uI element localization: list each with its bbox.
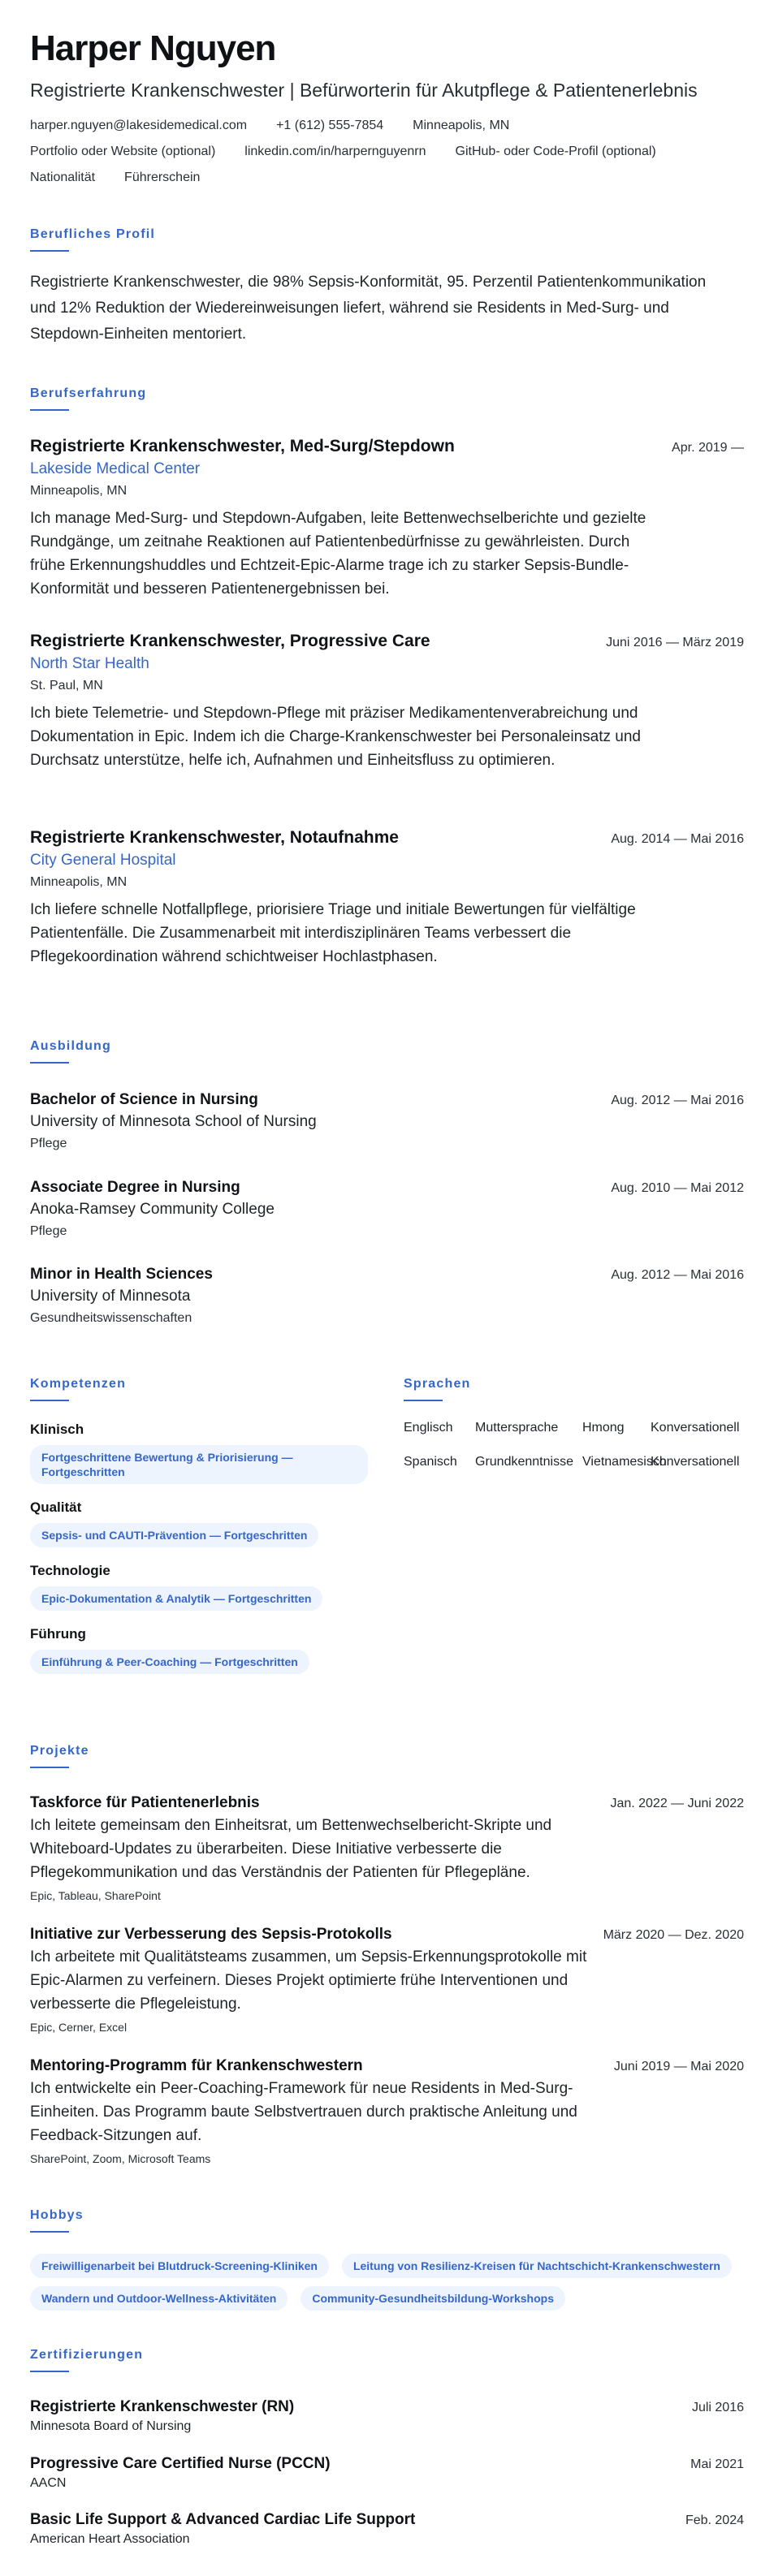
project-entry bbox=[30, 1924, 744, 2035]
section-title: Projekte bbox=[30, 1744, 89, 1758]
hobby-row bbox=[30, 2254, 761, 2278]
project-title: Initiative zur Verbesserung des Sepsis-Protokolls bbox=[30, 1926, 392, 1943]
certification-issuer: Minnesota Board of Nursing bbox=[30, 2419, 192, 2433]
candidate-name: Harper Nguyen bbox=[30, 28, 276, 68]
experience-section bbox=[30, 385, 744, 411]
job-location: Minneapolis, MN bbox=[30, 484, 128, 498]
section-divider bbox=[30, 409, 69, 411]
certification-entry bbox=[30, 2509, 744, 2548]
skill-category-name: Qualität bbox=[30, 1499, 82, 1515]
language-name: Vietnamesisch bbox=[582, 1455, 667, 1469]
section-title: Ausbildung bbox=[30, 1039, 111, 1053]
language-name: Spanisch bbox=[404, 1455, 457, 1469]
degree-title: Associate Degree in Nursing bbox=[30, 1179, 240, 1196]
language-name: Hmong bbox=[582, 1421, 625, 1435]
section-title: Zertifizierungen bbox=[30, 2348, 144, 2362]
education-date: Aug. 2012 — Mai 2016 bbox=[611, 1268, 744, 1282]
linkedin-link[interactable]: linkedin.com/in/harpernguyenrn bbox=[244, 145, 426, 158]
language-level: Konversationell bbox=[651, 1421, 740, 1435]
job-title: Registrierte Krankenschwester, Progressive Care bbox=[30, 632, 430, 650]
field-of-study: Pflege bbox=[30, 1224, 67, 1238]
project-title: Mentoring-Programm für Krankenschwestern bbox=[30, 2057, 363, 2074]
headline: Registrierte Krankenschwester | Befürworterin für Akutpflege & Patientenerlebnis bbox=[30, 80, 698, 101]
school-name: University of Minnesota School of Nursing bbox=[30, 1113, 317, 1130]
languages-section bbox=[404, 1375, 761, 1471]
location-text: Minneapolis, MN bbox=[413, 119, 510, 132]
education-date: Aug. 2010 — Mai 2012 bbox=[611, 1181, 744, 1195]
job-date: Juni 2016 — März 2019 bbox=[606, 636, 744, 649]
certification-title: Registrierte Krankenschwester (RN) bbox=[30, 2398, 295, 2415]
section-divider bbox=[30, 1400, 69, 1401]
license-text: Führerschein bbox=[124, 170, 201, 184]
portfolio-link[interactable]: Portfolio oder Website (optional) bbox=[30, 145, 216, 158]
profile-summary: Registrierte Krankenschwester, die 98% Sepsis-Konformität, 95. Perzentil Patientenkommunikation und 12% Reduktion der Wiedereinweisungen liefert, während sie Residents in Med-Surg- und Stepdown-Einheiten mentoriert. bbox=[30, 274, 707, 343]
skill-pill: Einführung & Peer-Coaching — Fortgeschritten bbox=[30, 1650, 309, 1674]
job-description: Ich biete Telemetrie- und Stepdown-Pflege mit präziser Medikamentenverabreichung und Dokumentation in Epic. Indem ich die Charge-Krankenschwester bei Personaleinsatz und Durchsatz unterstütze, helfe ich, Aufnahmen und Einheitsfluss zu optimieren. bbox=[30, 705, 641, 769]
skill-category-name: Klinisch bbox=[30, 1422, 84, 1437]
project-date: Juni 2019 — Mai 2020 bbox=[613, 2060, 744, 2073]
education-entry bbox=[30, 1264, 744, 1327]
skill-category-name: Führung bbox=[30, 1626, 86, 1642]
profile-section bbox=[30, 226, 729, 347]
hobby-pill: Community-Gesundheitsbildung-Workshops bbox=[301, 2286, 565, 2311]
certifications-section bbox=[30, 2346, 143, 2372]
project-description: Ich arbeitete mit Qualitätsteams zusammen, um Sepsis-Erkennungsprotokolle mit Epic-Alarmen zu verfeinern. Dieses Projekt optimierte frühe Interventionen und verbesserte die Pflegeleistung. bbox=[30, 1948, 587, 2013]
certification-title: Progressive Care Certified Nurse (PCCN) bbox=[30, 2455, 331, 2472]
section-divider bbox=[30, 250, 69, 252]
education-date: Aug. 2012 — Mai 2016 bbox=[611, 1094, 744, 1107]
section-divider bbox=[30, 2371, 69, 2372]
project-description: Ich leitete gemeinsam den Einheitsrat, um Bettenwechselbericht-Skripte und Whiteboard-Updates zu überarbeiten. Diese Initiative verbesserte die Pflegekommunikation und das Verständnis der Patienten für Pflegepläne. bbox=[30, 1817, 552, 1881]
language-level: Grundkenntnisse bbox=[475, 1455, 573, 1469]
language-level: Muttersprache bbox=[475, 1421, 559, 1435]
experience-entry bbox=[30, 630, 744, 772]
certification-entry bbox=[30, 2453, 744, 2492]
certification-date: Mai 2021 bbox=[690, 2457, 744, 2471]
certification-date: Feb. 2024 bbox=[685, 2513, 744, 2527]
email-link[interactable]: harper.nguyen@lakesidemedical.com bbox=[30, 119, 248, 132]
language-level: Konversationell bbox=[651, 1455, 740, 1469]
certification-issuer: American Heart Association bbox=[30, 2532, 190, 2546]
project-description: Ich entwickelte ein Peer-Coaching-Framework für neue Residents in Med-Surg-Einheiten. Das Programm baute Selbstvertrauen durch praktische Anleitung und Feedback-Sitzungen auf. bbox=[30, 2080, 577, 2144]
job-date: Aug. 2014 — Mai 2016 bbox=[611, 832, 744, 846]
project-date: Jan. 2022 — Juni 2022 bbox=[610, 1797, 744, 1810]
section-title: Hobbys bbox=[30, 2208, 84, 2222]
experience-entry bbox=[30, 826, 744, 969]
skill-category bbox=[30, 1421, 404, 1484]
job-title: Registrierte Krankenschwester, Notaufnahme bbox=[30, 828, 399, 847]
section-title: Sprachen bbox=[404, 1377, 471, 1391]
skill-pill: Fortgeschrittene Bewertung & Priorisierung — Fortgeschritten bbox=[30, 1445, 368, 1484]
hobbies-section bbox=[30, 2207, 761, 2311]
project-tools: Epic, Tableau, SharePoint bbox=[30, 1889, 161, 1902]
project-date: März 2020 — Dez. 2020 bbox=[603, 1928, 744, 1942]
job-location: St. Paul, MN bbox=[30, 679, 103, 693]
hobby-pill: Wandern und Outdoor-Wellness-Aktivitäten bbox=[30, 2286, 288, 2311]
skills-section bbox=[30, 1375, 404, 1674]
skill-pill: Sepsis- und CAUTI-Prävention — Fortgeschritten bbox=[30, 1523, 318, 1547]
resume-header bbox=[30, 28, 744, 187]
section-divider bbox=[404, 1400, 443, 1401]
project-tools: Epic, Cerner, Excel bbox=[30, 2021, 128, 2034]
github-link[interactable]: GitHub- oder Code-Profil (optional) bbox=[455, 145, 656, 158]
employer-name: Lakeside Medical Center bbox=[30, 460, 201, 477]
phone-link[interactable]: +1 (612) 555-7854 bbox=[276, 119, 384, 132]
job-date: Apr. 2019 — bbox=[672, 441, 744, 455]
education-entry bbox=[30, 1090, 744, 1153]
field-of-study: Pflege bbox=[30, 1137, 67, 1150]
job-description: Ich manage Med-Surg- und Stepdown-Aufgaben, leite Bettenwechselberichte und gezielte Rundgänge, um zeitnahe Reaktionen auf Patientenbedürfnisse zu gewährleisten. Durch frühe Erkennungshuddles und Echtzeit-Epic-Alarme trage ich zu starker Sepsis-Bundle-Konformität und besseren Patientenergebnissen bei. bbox=[30, 510, 646, 598]
certification-title: Basic Life Support & Advanced Cardiac Life Support bbox=[30, 2511, 416, 2528]
degree-title: Minor in Health Sciences bbox=[30, 1266, 213, 1283]
job-description: Ich liefere schnelle Notfallpflege, priorisiere Triage und initiale Bewertungen für vielfältige Patientenfälle. Die Zusammenarbeit mit interdisziplinären Teams verbessert die Pflegekoordination während schichtweiser Hochlastphasen. bbox=[30, 901, 636, 965]
links-row bbox=[30, 143, 744, 161]
contact-row bbox=[30, 117, 744, 135]
school-name: Anoka-Ramsey Community College bbox=[30, 1201, 275, 1218]
skill-category-name: Technologie bbox=[30, 1563, 110, 1578]
job-title: Registrierte Krankenschwester, Med-Surg/Stepdown bbox=[30, 437, 455, 455]
employer-name: City General Hospital bbox=[30, 852, 176, 869]
project-entry bbox=[30, 1793, 744, 1904]
hobby-row bbox=[30, 2286, 761, 2311]
certification-entry bbox=[30, 2397, 744, 2436]
experience-entry bbox=[30, 435, 744, 601]
hobby-pill: Leitung von Resilienz-Kreisen für Nachtschicht-Krankenschwestern bbox=[342, 2254, 732, 2278]
employer-name: North Star Health bbox=[30, 655, 149, 672]
projects-section bbox=[30, 1742, 89, 1768]
languages-grid bbox=[404, 1419, 761, 1471]
hobby-pill: Freiwilligenarbeit bei Blutdruck-Screening-Kliniken bbox=[30, 2254, 329, 2278]
certification-date: Juli 2016 bbox=[691, 2401, 744, 2414]
job-location: Minneapolis, MN bbox=[30, 875, 128, 889]
skill-category bbox=[30, 1625, 404, 1674]
section-divider bbox=[30, 1767, 69, 1768]
skill-category bbox=[30, 1562, 404, 1611]
section-title: Kompetenzen bbox=[30, 1377, 127, 1391]
language-name: Englisch bbox=[404, 1421, 453, 1435]
nationality-text: Nationalität bbox=[30, 170, 96, 184]
project-entry bbox=[30, 2056, 744, 2167]
skill-category bbox=[30, 1499, 404, 1547]
section-title: Berufserfahrung bbox=[30, 386, 147, 400]
certification-issuer: AACN bbox=[30, 2476, 67, 2490]
personal-row bbox=[30, 169, 744, 187]
section-divider bbox=[30, 2231, 69, 2233]
education-section bbox=[30, 1038, 111, 1064]
project-title: Taskforce für Patientenerlebnis bbox=[30, 1794, 260, 1811]
section-divider bbox=[30, 1062, 69, 1064]
education-entry bbox=[30, 1177, 744, 1241]
degree-title: Bachelor of Science in Nursing bbox=[30, 1091, 258, 1108]
section-title: Berufliches Profil bbox=[30, 227, 156, 241]
school-name: University of Minnesota bbox=[30, 1288, 191, 1305]
skill-pill: Epic-Dokumentation & Analytik — Fortgeschritten bbox=[30, 1586, 322, 1611]
field-of-study: Gesundheitswissenschaften bbox=[30, 1311, 192, 1325]
project-tools: SharePoint, Zoom, Microsoft Teams bbox=[30, 2152, 211, 2165]
